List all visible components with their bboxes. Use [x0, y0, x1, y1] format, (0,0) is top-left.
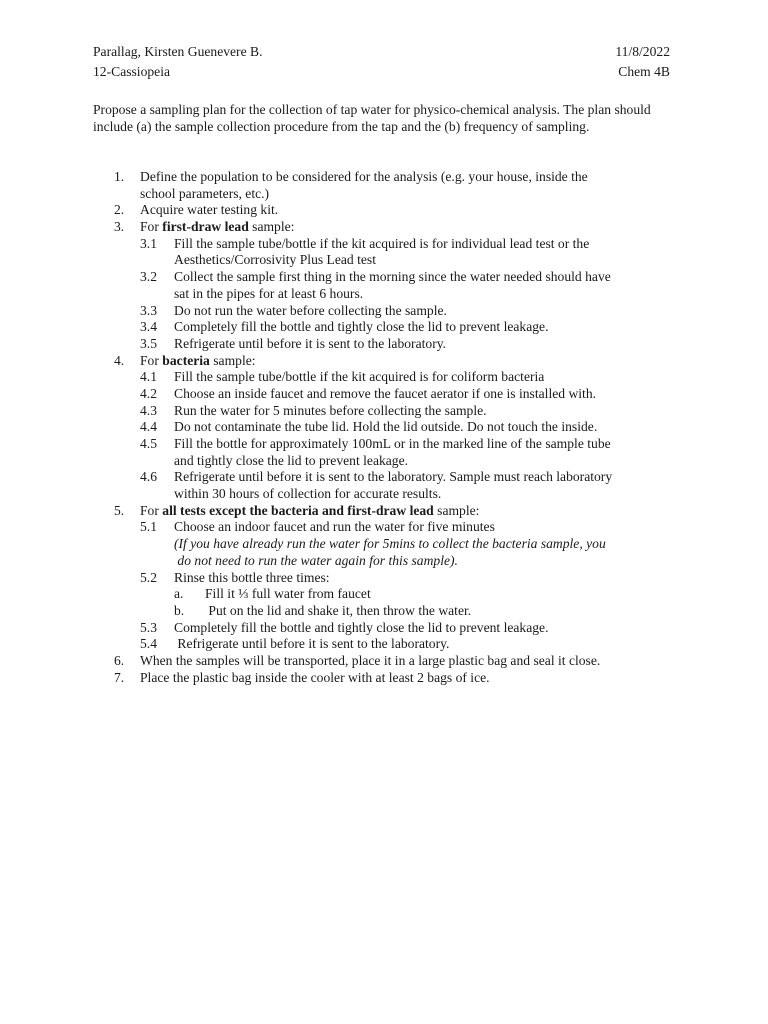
item-text: Acquire water testing kit.	[140, 202, 279, 218]
sub-item	[0, 403, 768, 420]
text-fragment: For	[140, 352, 163, 368]
sub-item-number: 3.5	[140, 335, 157, 351]
sub-item-text: Run the water for 5 minutes before collecting the sample.	[174, 402, 487, 418]
sub-item	[0, 436, 768, 453]
item-text: Define the population to be considered for the analysis (e.g. your house, inside the	[140, 169, 588, 184]
section: 12-Cassiopeia	[93, 64, 171, 79]
item-number: 2.	[114, 202, 125, 218]
item-number: 3.	[114, 219, 125, 235]
document-header	[93, 44, 670, 84]
intro-paragraph: Propose a sampling plan for the collection of tap water for physico-chemical analysis. The plan should include (a) the sample collection procedure from the tap and the (b) frequency of sampling.	[93, 102, 651, 134]
sub-item-text: and tightly close the lid to prevent leakage.	[174, 452, 409, 468]
sub-item-text: sat in the pipes for at least 6 hours.	[174, 285, 364, 301]
text-fragment: sample:	[248, 219, 295, 235]
note-text: do not need to run the water again for this sample).	[174, 552, 458, 568]
sub-item-continuation	[0, 486, 768, 503]
list-item	[0, 353, 768, 370]
item-number: 1.	[114, 169, 125, 184]
sub-item-continuation	[0, 252, 768, 269]
sub-item-number: 4.4	[140, 419, 157, 435]
sub-item-continuation	[0, 453, 768, 470]
sub-item-text: Choose an indoor faucet and run the water for five minutes	[174, 519, 495, 535]
lettered-item	[0, 603, 768, 620]
sub-item-text: Rinse this bottle three times:	[174, 569, 330, 585]
sub-item-number: 5.4	[140, 636, 157, 652]
letter-marker: a.	[174, 586, 184, 602]
list-item	[0, 653, 768, 670]
item-text	[140, 353, 256, 370]
sub-item	[0, 319, 768, 336]
list-item	[0, 670, 768, 687]
sub-item-number: 5.1	[140, 519, 157, 535]
sub-item-text: Do not contaminate the tube lid. Hold the lid outside. Do not touch the inside.	[174, 419, 598, 435]
lettered-item-text: Put on the lid and shake it, then throw the water.	[205, 602, 472, 618]
text-fragment: sample:	[433, 502, 480, 518]
lettered-item	[0, 586, 768, 603]
bold-term: bacteria	[162, 352, 210, 368]
sub-item-text: Fill the sample tube/bottle if the kit acquired is for individual lead test or the	[174, 235, 590, 251]
item-text	[140, 503, 479, 520]
sub-item-number: 3.3	[140, 302, 157, 318]
sub-item-number: 4.3	[140, 402, 157, 418]
sub-item-number: 3.1	[140, 235, 157, 251]
sub-item	[0, 269, 768, 286]
course: Chem 4B	[618, 64, 670, 79]
sub-item-text: Refrigerate until before it is sent to the laboratory. Sample must reach laboratory	[174, 469, 613, 485]
header-row-2	[93, 64, 670, 84]
sub-item-text: Aesthetics/Corrosivity Plus Lead test	[174, 252, 376, 268]
item-number: 4.	[114, 352, 125, 368]
sub-item-text: Fill the sample tube/bottle if the kit acquired is for coliform bacteria	[174, 369, 545, 385]
sub-item	[0, 236, 768, 253]
letter-marker: b.	[174, 602, 185, 618]
list-item	[0, 202, 768, 219]
sub-item-number: 4.2	[140, 385, 157, 401]
list-item	[0, 219, 768, 236]
item-number: 5.	[114, 502, 125, 518]
sub-item	[0, 336, 768, 353]
item-number: 7.	[114, 669, 125, 685]
list-item-continuation	[0, 186, 768, 203]
sub-item	[0, 369, 768, 386]
list-item	[0, 503, 768, 520]
note-text: (If you have already run the water for 5mins to collect the bacteria sample, you	[174, 536, 606, 552]
italic-note	[0, 536, 768, 553]
sub-item	[0, 620, 768, 637]
sub-item-text: Collect the sample first thing in the morning since the water needed should have	[174, 269, 611, 285]
item-text	[140, 219, 294, 236]
date: 11/8/2022	[615, 44, 670, 59]
sub-item-text: Refrigerate until before it is sent to the laboratory.	[174, 636, 450, 652]
text-fragment: sample:	[209, 352, 256, 368]
sub-item-number: 3.4	[140, 319, 157, 335]
sub-item-text: Completely fill the bottle and tightly close the lid to prevent leakage.	[174, 619, 549, 635]
sub-item-text: Completely fill the bottle and tightly close the lid to prevent leakage.	[174, 319, 549, 335]
text-fragment: For	[140, 502, 163, 518]
italic-note	[0, 553, 768, 570]
header-row-1	[93, 44, 670, 64]
sub-item-text: Refrigerate until before it is sent to the laboratory.	[174, 335, 447, 351]
sub-item	[0, 303, 768, 320]
sub-item-text: Choose an inside faucet and remove the faucet aerator if one is installed with.	[174, 385, 597, 401]
text-fragment: For	[140, 219, 163, 235]
procedure-list	[0, 169, 768, 686]
sub-item-text: Do not run the water before collecting the sample.	[174, 302, 447, 318]
sub-item-number: 4.6	[140, 469, 157, 485]
sub-item-continuation	[0, 286, 768, 303]
sub-item-number: 3.2	[140, 269, 157, 285]
sub-item-number: 4.1	[140, 369, 157, 385]
list-item	[0, 169, 768, 186]
item-text: Place the plastic bag inside the cooler with at least 2 bags of ice.	[140, 669, 490, 685]
sub-item-number: 5.2	[140, 569, 157, 585]
sub-item-number: 4.5	[140, 436, 157, 451]
sub-item-text: Fill the bottle for approximately 100mL or in the marked line of the sample tube	[174, 436, 611, 451]
sub-item-number: 5.3	[140, 619, 157, 635]
sub-item	[0, 636, 768, 653]
item-text: school parameters, etc.)	[140, 185, 270, 201]
lettered-item-text: Fill it ⅓ full water from faucet	[205, 586, 371, 602]
sub-item-text: within 30 hours of collection for accurate results.	[174, 486, 442, 502]
item-number: 6.	[114, 652, 125, 668]
sub-item	[0, 386, 768, 403]
sub-item	[0, 469, 768, 486]
item-text: When the samples will be transported, place it in a large plastic bag and seal it close.	[140, 652, 601, 668]
bold-term: first-draw lead	[162, 219, 249, 235]
sub-item	[0, 419, 768, 436]
student-name: Parallag, Kirsten Guenevere B.	[93, 44, 263, 59]
bold-term: all tests except the bacteria and first-draw lead	[162, 502, 434, 518]
sub-item	[0, 519, 768, 536]
sub-item	[0, 570, 768, 587]
